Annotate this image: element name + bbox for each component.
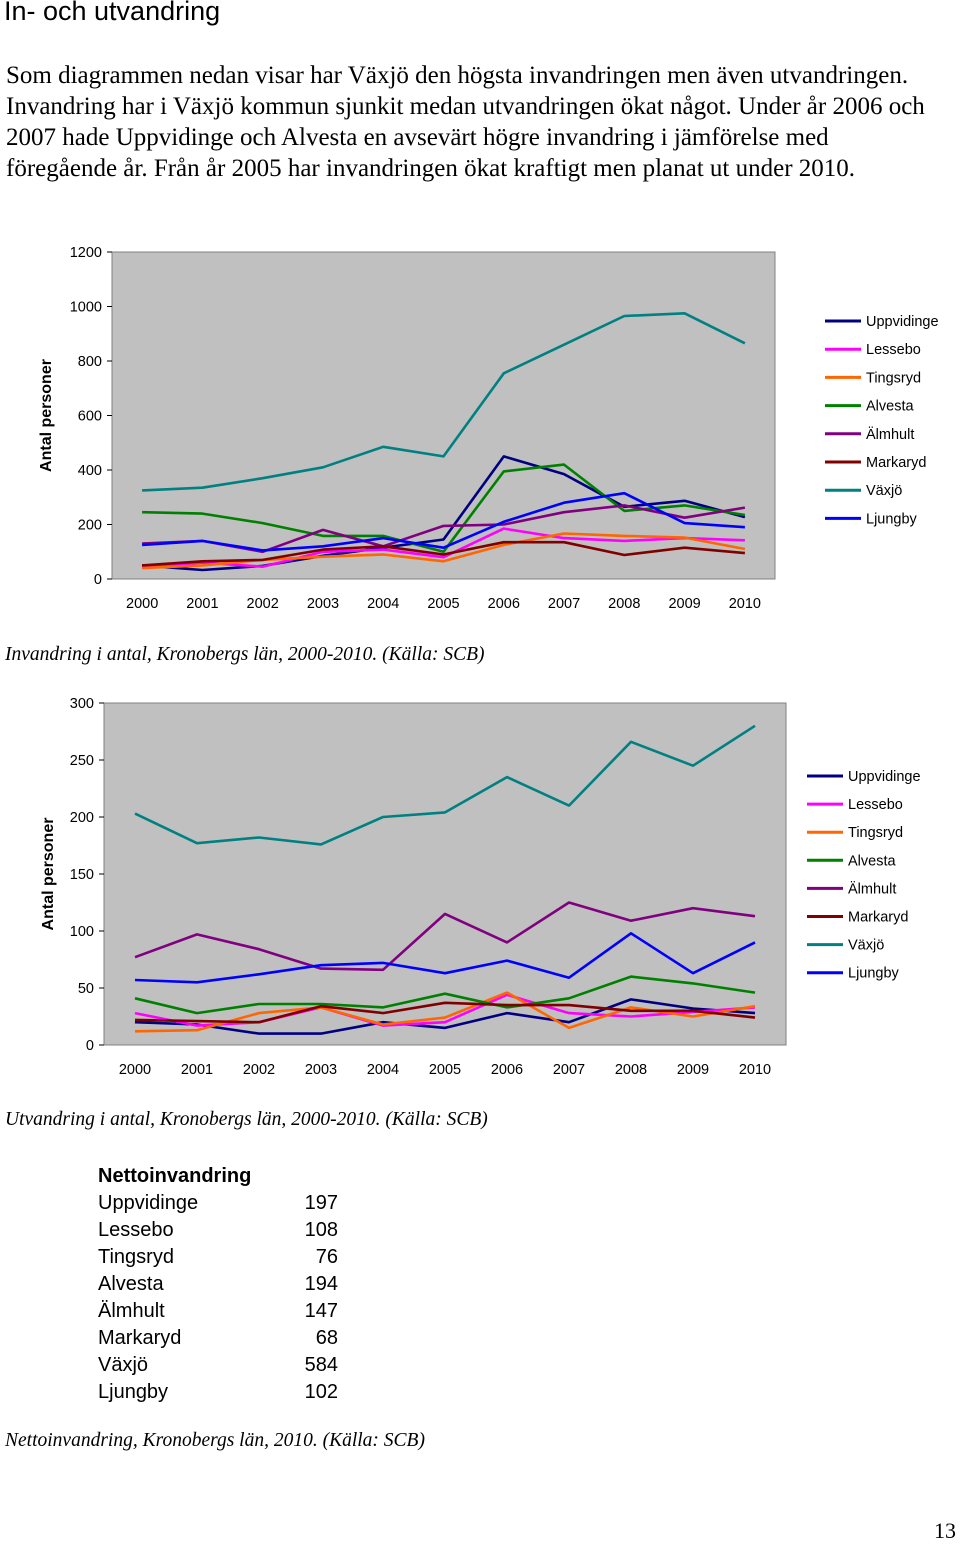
x-tick-label: 2007 [552, 1062, 586, 1078]
y-tick-label: 400 [77, 463, 102, 479]
netto-row-name: Uppvidinge [98, 1192, 199, 1214]
netto-row-value: 68 [315, 1327, 338, 1349]
netto-row [98, 1298, 338, 1325]
x-tick-label: 2002 [242, 1062, 276, 1078]
y-tick-label: 1200 [69, 245, 102, 261]
utvandring-caption: Utvandring i antal, Kronobergs län, 2000-2010. (Källa: SCB) [5, 1109, 488, 1130]
x-tick-label: 2009 [668, 596, 701, 612]
x-tick-label: 2000 [126, 596, 159, 612]
y-tick-label: 200 [77, 517, 102, 534]
legend-label: Lessebo [866, 342, 921, 359]
x-tick-label: 2005 [427, 596, 460, 612]
netto-row-value: 108 [304, 1219, 338, 1241]
legend-label: Uppvidinge [848, 769, 921, 785]
x-tick-label: 2007 [547, 596, 581, 612]
x-tick-label: 2004 [367, 596, 400, 612]
y-tick-label: 1000 [69, 299, 102, 316]
y-tick-label: 0 [85, 1038, 94, 1054]
netto-row-name: Älmhult [98, 1300, 165, 1322]
legend-label: Ljungby [866, 511, 917, 528]
x-tick-label: 2005 [428, 1062, 462, 1078]
y-tick-label: 50 [77, 981, 94, 997]
x-tick-label: 2001 [186, 596, 219, 612]
y-tick-label: 0 [93, 572, 102, 588]
y-tick-label: 600 [77, 408, 102, 425]
x-tick-label: 2006 [490, 1062, 524, 1078]
x-tick-label: 2004 [366, 1062, 400, 1078]
netto-row-name: Ljungby [98, 1381, 169, 1403]
y-tick-label: 150 [69, 867, 94, 883]
y-axis-label: Antal personer [38, 359, 55, 472]
x-tick-label: 2008 [614, 1062, 648, 1078]
netto-row-name: Växjö [98, 1354, 149, 1376]
y-tick-label: 200 [69, 810, 94, 826]
legend-label: Alvesta [848, 853, 896, 870]
x-tick-label: 2000 [118, 1062, 152, 1078]
netto-row-value: 147 [304, 1300, 338, 1322]
legend-label: Ljungby [848, 965, 899, 982]
legend-label: Tingsryd [848, 825, 904, 842]
nettoinvandring-title: Nettoinvandring [98, 1165, 252, 1187]
netto-row [98, 1271, 338, 1298]
x-tick-label: 2001 [180, 1062, 214, 1078]
legend-label: Uppvidinge [866, 314, 939, 330]
netto-row-name: Alvesta [98, 1273, 164, 1295]
x-tick-label: 2002 [246, 596, 279, 612]
legend-label: Älmhult [848, 881, 897, 898]
netto-row-value: 194 [304, 1273, 338, 1295]
netto-row-value: 76 [315, 1246, 338, 1268]
legend-label: Tingsryd [866, 370, 922, 387]
nettoinvandring-rows [98, 1190, 338, 1406]
x-tick-label: 2010 [738, 1062, 772, 1078]
legend-label: Markaryd [848, 909, 909, 926]
utvandring-chart-svg [0, 690, 960, 1085]
y-axis-label: Antal personer [40, 817, 57, 931]
netto-caption: Nettoinvandring, Kronobergs län, 2010. (Källa: SCB) [5, 1430, 425, 1451]
netto-row-value: 584 [304, 1354, 338, 1376]
x-tick-label: 2010 [728, 596, 761, 612]
netto-row [98, 1217, 338, 1244]
netto-row [98, 1190, 338, 1217]
netto-row-value: 102 [304, 1381, 338, 1403]
plot-area [112, 252, 775, 579]
netto-row [98, 1352, 338, 1379]
invandring-chart [0, 230, 960, 625]
netto-row-value: 197 [304, 1192, 338, 1214]
netto-row [98, 1244, 338, 1271]
legend-label: Alvesta [866, 398, 914, 415]
x-tick-label: 2009 [676, 1062, 710, 1078]
x-tick-label: 2006 [487, 596, 520, 612]
netto-row-name: Lessebo [98, 1219, 174, 1241]
x-tick-label: 2008 [608, 596, 641, 612]
y-tick-label: 250 [69, 753, 94, 769]
invandring-caption: Invandring i antal, Kronobergs län, 2000-2010. (Källa: SCB) [5, 644, 485, 665]
x-tick-label: 2003 [306, 596, 340, 612]
legend-label: Växjö [866, 483, 903, 500]
netto-row-name: Tingsryd [98, 1246, 174, 1268]
netto-row-name: Markaryd [98, 1327, 182, 1349]
intro-paragraph: Som diagrammen nedan visar har Växjö den högsta invandringen men även utvandringen. Invandring har i Växjö kommun sjunkit medan utvandringen ökat något. Under år 2006 och 2007 hade Uppvidinge och Alvesta en avsevärt högre invandring i jämförelse med föregående år. Från år 2005 har invandringen ökat kraftigt men planat ut under 2010. [6, 62, 925, 182]
invandring-chart-svg [0, 230, 960, 620]
legend-label: Markaryd [866, 455, 927, 471]
y-tick-label: 800 [77, 354, 102, 370]
legend-label: Älmhult [866, 426, 915, 443]
y-tick-label: 100 [69, 924, 94, 940]
legend-label: Växjö [848, 937, 885, 954]
legend-label: Lessebo [848, 797, 903, 814]
netto-row [98, 1325, 338, 1352]
page-heading: In- och utvandring [4, 0, 221, 26]
utvandring-chart [0, 690, 960, 1090]
netto-row [98, 1379, 338, 1406]
x-tick-label: 2003 [304, 1062, 338, 1078]
nettoinvandring-table [98, 1163, 338, 1406]
page-number: 13 [934, 1518, 956, 1543]
y-tick-label: 300 [69, 696, 94, 712]
